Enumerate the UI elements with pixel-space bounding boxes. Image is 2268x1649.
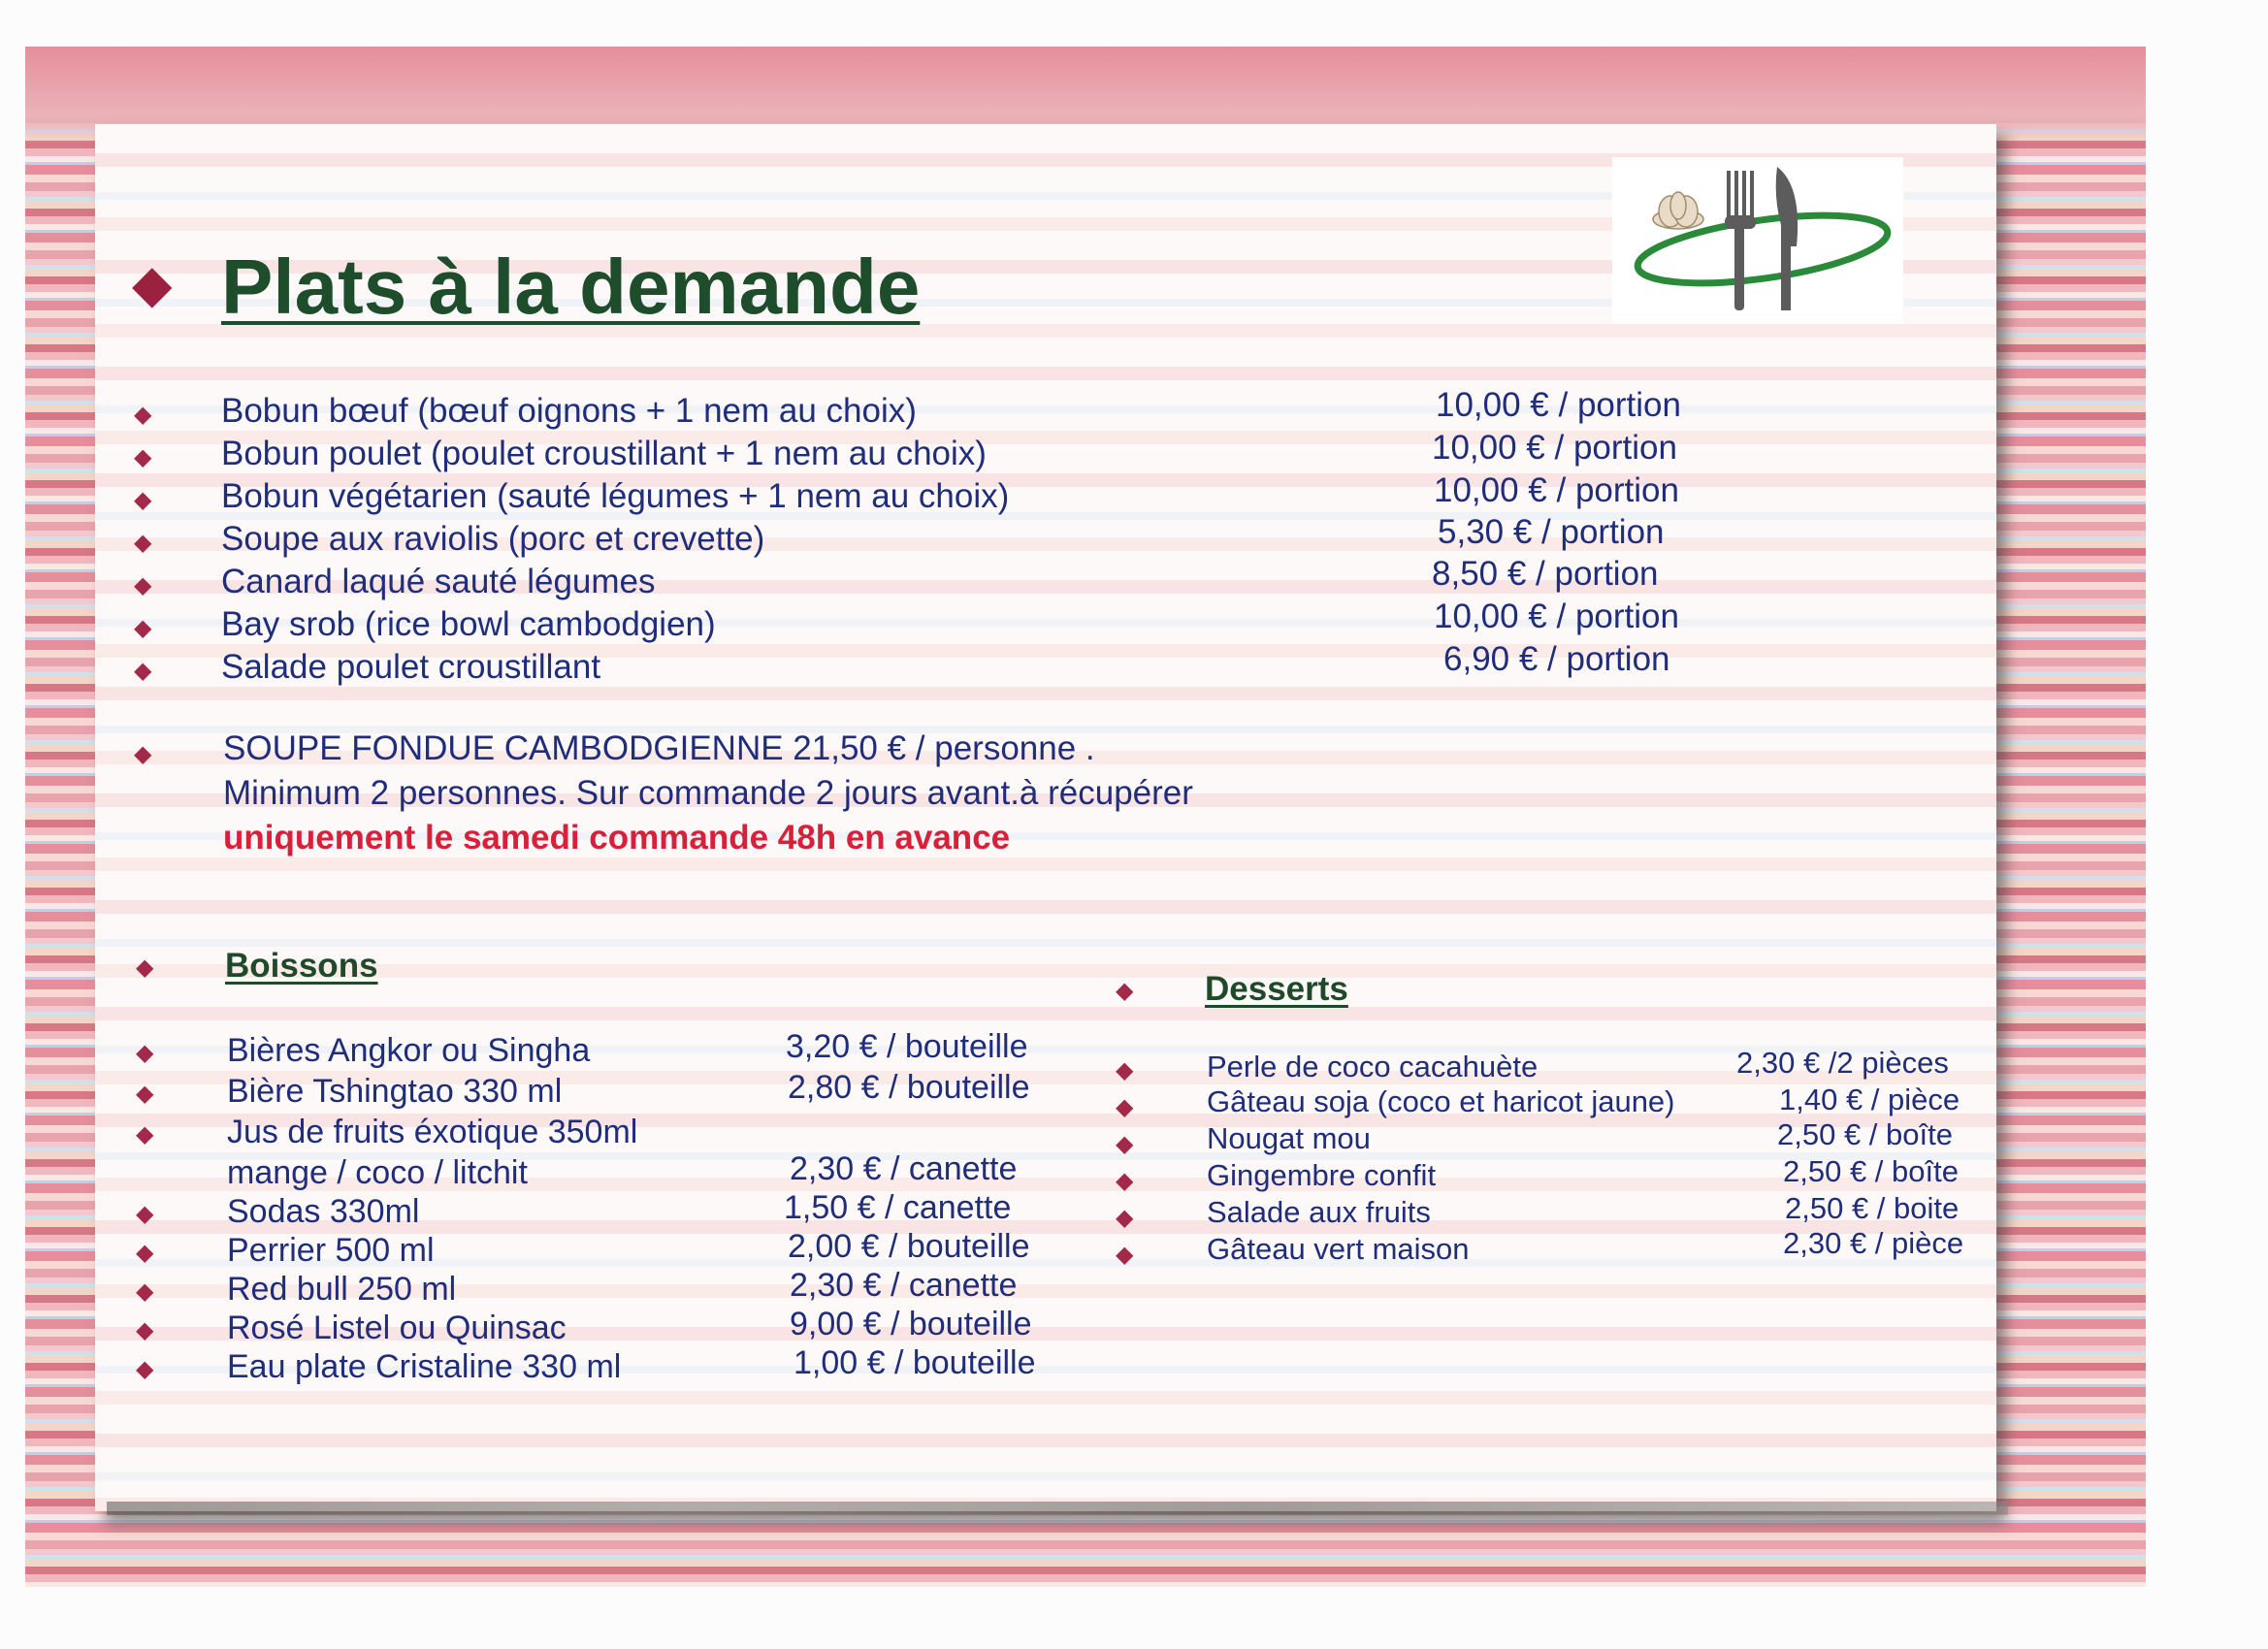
diamond-bullet-icon: ◆ (134, 658, 152, 684)
main-item-name: Bobun végétarien (sauté légumes + 1 nem au choix) (221, 477, 1010, 515)
diamond-bullet-icon: ◆ (134, 402, 152, 428)
diamond-bullet-icon: ◆ (1116, 1131, 1134, 1157)
diamond-bullet-icon: ◆ (1116, 1205, 1134, 1231)
dessert-price: 1,40 € / pièce (1779, 1083, 1960, 1116)
drink-price: 1,00 € / bouteille (794, 1344, 1036, 1381)
special-line-2: Minimum 2 personnes. Sur commande 2 jours avant.à récupérer (223, 774, 1193, 812)
drinks-heading: Boissons (225, 947, 378, 985)
main-item-name: Bay srob (rice bowl cambodgien) (221, 605, 716, 643)
main-item-name: Soupe aux raviolis (porc et crevette) (221, 520, 765, 558)
dessert-name: Gâteau vert maison (1207, 1232, 1470, 1266)
diamond-bullet-icon: ◆ (136, 954, 154, 981)
diamond-bullet-icon: ◆ (134, 444, 152, 470)
drink-name: Red bull 250 ml (227, 1271, 457, 1308)
main-item-name: Bobun bœuf (bœuf oignons + 1 nem au choix) (221, 392, 917, 430)
diamond-bullet-icon: ◆ (136, 1356, 154, 1382)
drink-name: Jus de fruits éxotique 350ml (227, 1114, 638, 1150)
drink-price: 1,50 € / canette (784, 1189, 1012, 1226)
diamond-bullet-icon: ◆ (136, 1201, 154, 1227)
title-diamond-icon: ◆ (132, 255, 173, 313)
fork-knife-icon (1612, 157, 1903, 324)
diamond-bullet-icon: ◆ (1116, 978, 1134, 1004)
diamond-bullet-icon: ◆ (1116, 1242, 1134, 1268)
diamond-bullet-icon: ◆ (136, 1121, 154, 1148)
dessert-price: 2,50 € / boîte (1783, 1154, 1959, 1188)
drink-price: 2,00 € / bouteille (788, 1228, 1030, 1265)
main-item-name: Salade poulet croustillant (221, 648, 601, 686)
diamond-bullet-icon: ◆ (1116, 1057, 1134, 1083)
drink-name: Bières Angkor ou Singha (227, 1032, 591, 1069)
diamond-bullet-icon: ◆ (134, 615, 152, 641)
drink-name: Eau plate Cristaline 330 ml (227, 1348, 622, 1385)
diamond-bullet-icon: ◆ (136, 1278, 154, 1305)
main-item-price: 8,50 € / portion (1432, 555, 1659, 593)
fork-knife-lotus-logo (1612, 157, 1903, 324)
dessert-name: Perle de coco cacahuète (1207, 1050, 1539, 1083)
diamond-bullet-icon: ◆ (136, 1317, 154, 1343)
special-warning: uniquement le samedi commande 48h en avance (223, 819, 1011, 857)
diamond-bullet-icon: ◆ (134, 487, 152, 513)
dessert-price: 2,30 € / pièce (1783, 1226, 1964, 1260)
drink-name: Bière Tshingtao 330 ml (227, 1073, 563, 1110)
panel-shadow (107, 1502, 2008, 1515)
main-item-price: 10,00 € / portion (1434, 598, 1679, 635)
drink-name: Rosé Listel ou Quinsac (227, 1310, 567, 1346)
diamond-bullet-icon: ◆ (136, 1081, 154, 1107)
main-item-price: 10,00 € / portion (1432, 429, 1677, 467)
dessert-name: Salade aux fruits (1207, 1195, 1431, 1229)
dessert-name: Gingembre confit (1207, 1158, 1437, 1192)
diamond-bullet-icon: ◆ (134, 741, 152, 767)
drink-name: mange / coco / litchit (227, 1154, 528, 1191)
desserts-heading: Desserts (1205, 970, 1348, 1008)
diamond-bullet-icon: ◆ (1116, 1168, 1134, 1194)
drink-name: Sodas 330ml (227, 1193, 420, 1230)
diamond-bullet-icon: ◆ (136, 1240, 154, 1266)
diamond-bullet-icon: ◆ (134, 530, 152, 556)
drink-price: 3,20 € / bouteille (786, 1028, 1028, 1065)
drink-name: Perrier 500 ml (227, 1232, 435, 1269)
dessert-name: Nougat mou (1207, 1121, 1371, 1155)
drink-price: 9,00 € / bouteille (790, 1306, 1032, 1342)
dessert-price: 2,50 € / boîte (1777, 1117, 1953, 1151)
main-item-price: 5,30 € / portion (1438, 513, 1665, 551)
main-item-name: Canard laqué sauté légumes (221, 563, 656, 600)
drink-price: 2,30 € / canette (790, 1150, 1018, 1187)
main-item-price: 10,00 € / portion (1436, 386, 1681, 424)
drink-price: 2,30 € / canette (790, 1267, 1018, 1304)
dessert-price: 2,50 € / boite (1785, 1191, 1960, 1225)
main-item-name: Bobun poulet (poulet croustillant + 1 nem au choix) (221, 435, 987, 472)
main-item-price: 10,00 € / portion (1434, 471, 1679, 509)
diamond-bullet-icon: ◆ (1116, 1094, 1134, 1120)
special-line-1: SOUPE FONDUE CAMBODGIENNE 21,50 € / personne . (223, 729, 1095, 767)
diamond-bullet-icon: ◆ (134, 572, 152, 598)
page-title: Plats à la demande (221, 243, 921, 330)
dessert-name: Gâteau soja (coco et haricot jaune) (1207, 1084, 1675, 1118)
dessert-price: 2,30 € /2 pièces (1736, 1046, 1949, 1080)
main-item-price: 6,90 € / portion (1443, 640, 1670, 678)
drink-price: 2,80 € / bouteille (788, 1069, 1030, 1106)
diamond-bullet-icon: ◆ (136, 1040, 154, 1066)
